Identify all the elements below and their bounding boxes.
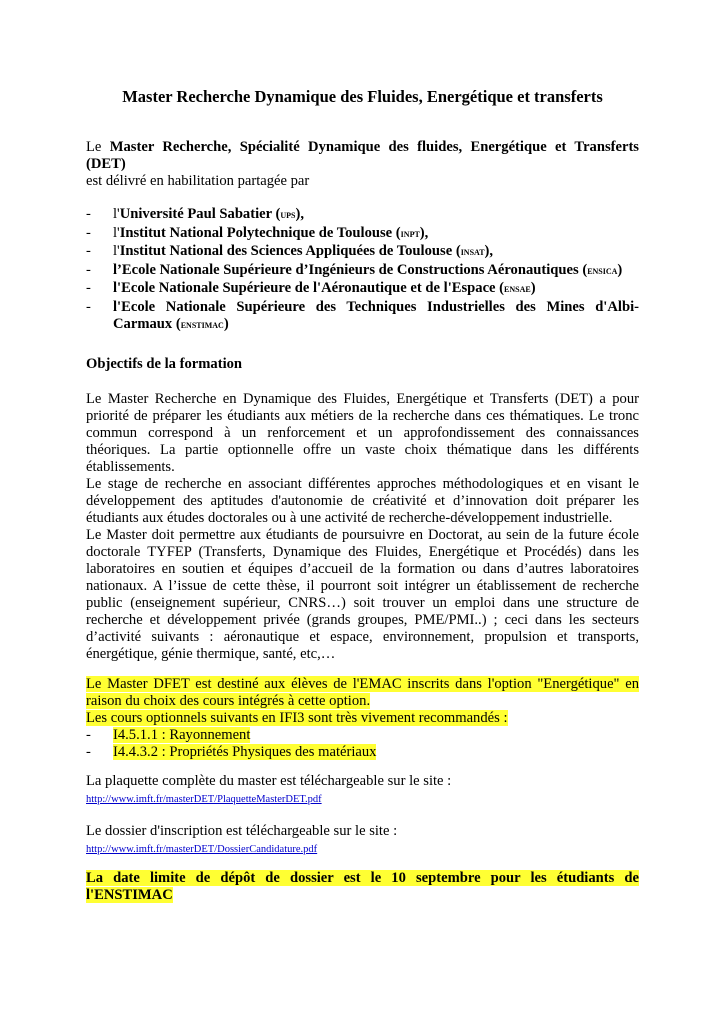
list-item: - l'Institut National des Sciences Appliquées de Toulouse (insat),	[86, 243, 494, 259]
intro-paragraph	[86, 139, 639, 190]
download-text: La plaquette complète du master est téléchargeable sur le site :	[86, 773, 452, 789]
page-title: Master Recherche Dynamique des Fluides, Energétique et transferts	[122, 87, 603, 106]
paragraph: Le Master Recherche en Dynamique des Fluides, Energétique et Transferts (DET) a pour priorité de préparer les étudiants aux métiers de la recherche dans ces thématiques. Le tronc commun correspond à un renforcement et un approfondissement des connaissances théoriques. La partie optionnelle offre un vaste choix thématique dans les différents établissements.	[86, 391, 639, 475]
download-text: Le dossier d'inscription est téléchargeable sur le site :	[86, 823, 398, 839]
institution-list	[86, 206, 639, 334]
section-heading-objectives: Objectifs de la formation	[86, 356, 243, 372]
paragraph: Le stage de recherche en associant différentes approches méthodologiques et en visant le développement des aptitudes d'autonomie de créativité et d’innovation doit préparer les étudiants aux études doctorales ou à une activité de recherche-développement industrielle.	[86, 476, 639, 526]
download-application	[86, 823, 639, 858]
highlight-text: Les cours optionnels suivants en IFI3 sont très vivement recommandés :	[86, 710, 508, 726]
application-link[interactable]: http://www.imft.fr/masterDET/DossierCandidature.pdf	[86, 844, 318, 855]
list-item: - I4.4.3.2 : Propriétés Physiques des matériaux	[86, 744, 377, 760]
deadline-notice: La date limite de dépôt de dossier est le 10 septembre pour les étudiants de l'ENSTIMAC	[86, 870, 639, 903]
highlighted-notice	[86, 676, 639, 761]
list-item: - l'Ecole Nationale Supérieure des Techniques Industrielles des Mines d'Albi-Carmaux (enstimac)	[86, 298, 639, 332]
intro-line2: est délivré en habilitation partagée par	[86, 173, 310, 189]
list-item: - l’Ecole Nationale Supérieure d’Ingénieurs de Constructions Aéronautiques (ensica)	[86, 261, 623, 278]
paragraph: Le Master doit permettre aux étudiants de poursuivre en Doctorat, au sein de la future école doctorale TYFEP (Transferts, Dynamique des Fluides, Energétique et Procédés) dans les laboratoires en soutien et équipes d’accueil de la formation ou dans d’autres laboratoires nationaux. A l’issue de cette thèse, il pourront soit intégrer un établissement de recherche public (enseignement supérieur, CNRS…) soit trouver un emploi dans une structure de recherche et développement privée (grands groupes, PME/PMI..) ; ceci dans les secteurs d’activité suivants : aéronautique et espace, environnement, propulsion et transports, énergétique, génie thermique, santé, etc,…	[86, 527, 639, 662]
list-item: - l'Institut National Polytechnique de Toulouse (inpt),	[86, 224, 429, 241]
list-item: - l'Ecole Nationale Supérieure de l'Aéronautique et de l'Espace (ensae)	[86, 280, 536, 296]
brochure-link[interactable]: http://www.imft.fr/masterDET/PlaquetteMasterDET.pdf	[86, 794, 322, 805]
intro-prefix: Le	[86, 139, 110, 155]
download-brochure	[86, 773, 639, 808]
list-item: - I4.5.1.1 : Rayonnement	[86, 727, 251, 743]
list-item: - l'Université Paul Sabatier (ups),	[86, 206, 304, 222]
objectives-body	[86, 391, 639, 663]
intro-master-name: Master Recherche, Spécialité Dynamique des fluides, Energétique et Transferts (DET)	[86, 139, 639, 172]
highlight-text: Le Master DFET est destiné aux élèves de l'EMAC inscrits dans l'option "Energétique" en raison du choix des cours intégrés à cette option.	[86, 676, 639, 709]
